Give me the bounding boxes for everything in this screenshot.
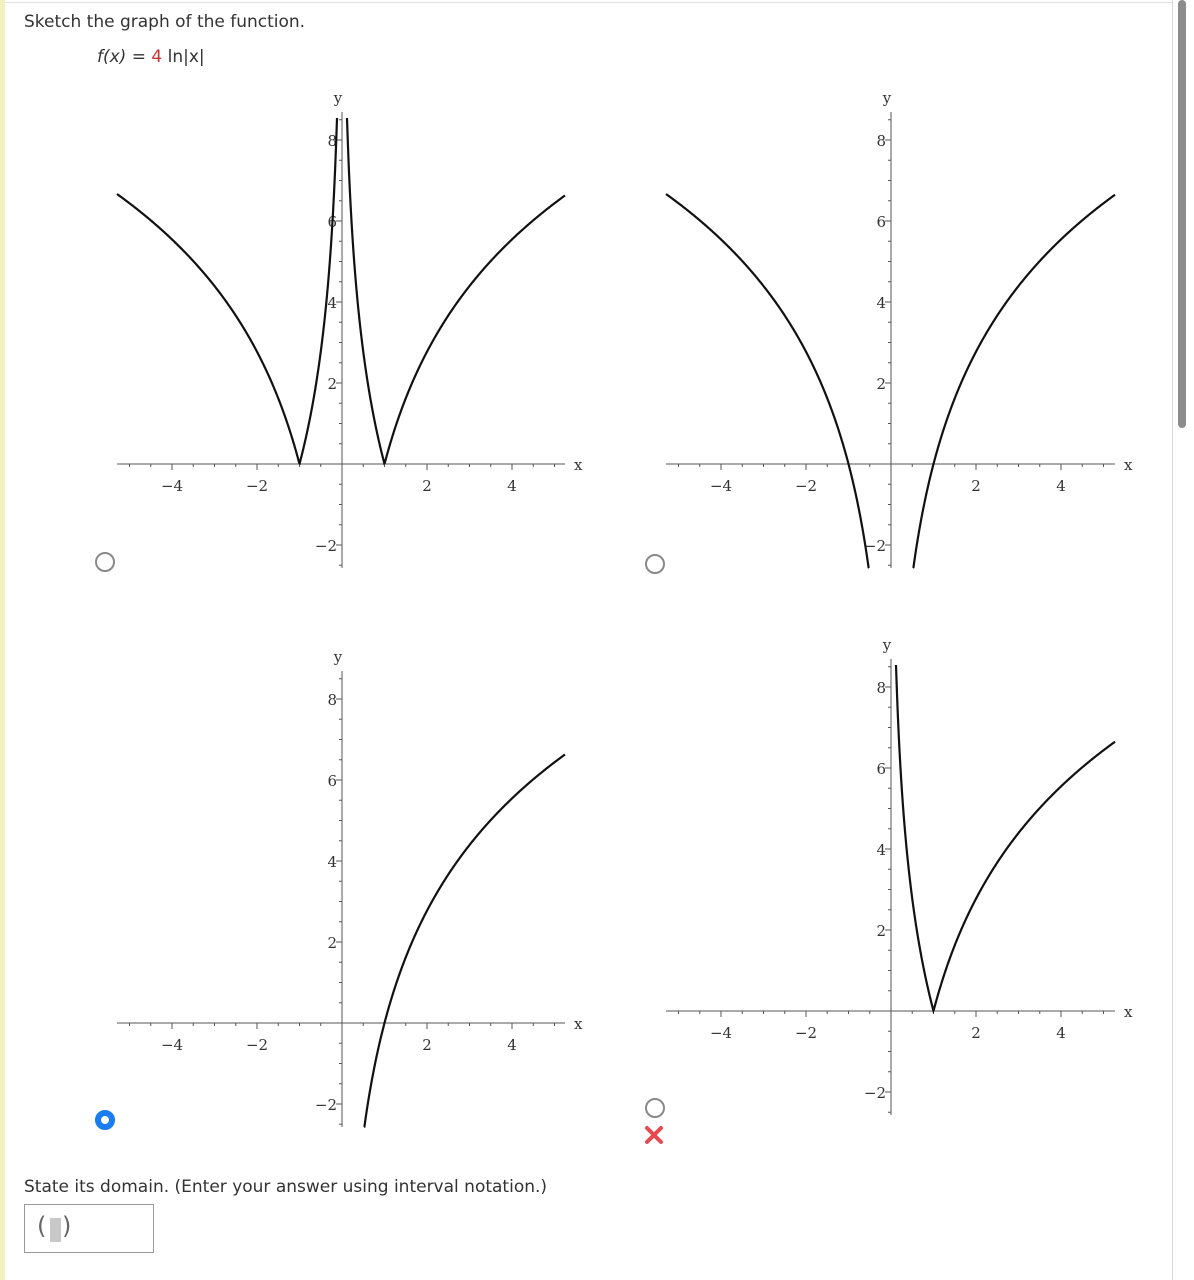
y-tick-label: 6 — [876, 213, 886, 231]
y-tick-label: −2 — [314, 1096, 337, 1114]
x-tick-label: −2 — [794, 1024, 818, 1042]
y-tick-label: 8 — [876, 679, 886, 697]
function-equals: = — [126, 47, 152, 67]
x-tick-label: −2 — [245, 1036, 269, 1054]
function-coefficient: 4 — [151, 47, 163, 67]
answer-close-paren: ) — [62, 1212, 72, 1240]
function-curve — [666, 194, 869, 568]
x-tick-label: 4 — [507, 477, 517, 495]
x-tick-label: −4 — [160, 477, 184, 495]
x-tick-label: −4 — [709, 477, 733, 495]
x-axis-label: x — [1124, 1003, 1133, 1021]
radio-option-d[interactable] — [645, 1098, 665, 1118]
y-tick-label: 6 — [327, 213, 337, 231]
x-mark-icon — [643, 1124, 665, 1146]
x-axis-label: x — [1124, 456, 1133, 474]
function-lhs: f(x) — [97, 47, 127, 67]
function-curve — [896, 665, 1115, 1011]
function-curve — [364, 754, 565, 1127]
left-accent-bar — [0, 0, 5, 1280]
panel-border-right — [1172, 0, 1173, 1280]
y-tick-label: 4 — [327, 294, 337, 312]
y-tick-label: 6 — [876, 760, 886, 778]
y-axis-label: y — [882, 89, 892, 107]
y-tick-label: −2 — [863, 537, 886, 555]
x-tick-label: 4 — [507, 1036, 517, 1054]
y-tick-label: 2 — [327, 375, 337, 393]
y-tick-label: 8 — [327, 132, 337, 150]
y-axis-label: y — [333, 648, 343, 666]
radio-option-b[interactable] — [645, 554, 665, 574]
radio-option-a[interactable] — [95, 552, 115, 572]
x-tick-label: 2 — [971, 477, 981, 495]
answer-cursor — [50, 1218, 61, 1242]
y-tick-label: 8 — [327, 691, 337, 709]
y-tick-label: 4 — [876, 841, 886, 859]
y-tick-label: 4 — [327, 853, 337, 871]
y-tick-label: 8 — [876, 132, 886, 150]
scrollbar-track[interactable] — [1174, 0, 1194, 1280]
function-curve — [117, 118, 337, 463]
x-tick-label: −4 — [160, 1036, 184, 1054]
function-rhs: ln|x| — [162, 47, 205, 67]
x-tick-label: 4 — [1056, 477, 1066, 495]
function-definition — [97, 47, 205, 67]
question-prompt: Sketch the graph of the function. — [24, 12, 306, 32]
y-tick-label: 2 — [876, 922, 886, 940]
radio-option-c[interactable] — [95, 1110, 115, 1130]
x-axis-label: x — [574, 456, 583, 474]
x-tick-label: 2 — [971, 1024, 981, 1042]
x-tick-label: −2 — [794, 477, 818, 495]
y-axis-label: y — [882, 636, 892, 654]
y-tick-label: 4 — [876, 294, 886, 312]
function-curve — [347, 118, 565, 463]
x-tick-label: −4 — [709, 1024, 733, 1042]
x-axis-label: x — [574, 1015, 583, 1033]
x-tick-label: 4 — [1056, 1024, 1066, 1042]
answer-open-paren: ( — [37, 1212, 47, 1240]
panel-border-top — [5, 2, 1172, 3]
y-axis-label: y — [333, 89, 343, 107]
x-tick-label: 2 — [422, 1036, 432, 1054]
domain-answer-input[interactable] — [24, 1204, 154, 1253]
domain-question: State its domain. (Enter your answer using interval notation.) — [24, 1177, 548, 1197]
y-tick-label: 2 — [876, 375, 886, 393]
x-tick-label: −2 — [245, 477, 269, 495]
y-tick-label: 6 — [327, 772, 337, 790]
function-curve — [913, 195, 1115, 568]
y-tick-label: −2 — [314, 537, 337, 555]
y-tick-label: 2 — [327, 934, 337, 952]
scrollbar-thumb[interactable] — [1178, 0, 1186, 428]
x-tick-label: 2 — [422, 477, 432, 495]
y-tick-label: −2 — [863, 1084, 886, 1102]
